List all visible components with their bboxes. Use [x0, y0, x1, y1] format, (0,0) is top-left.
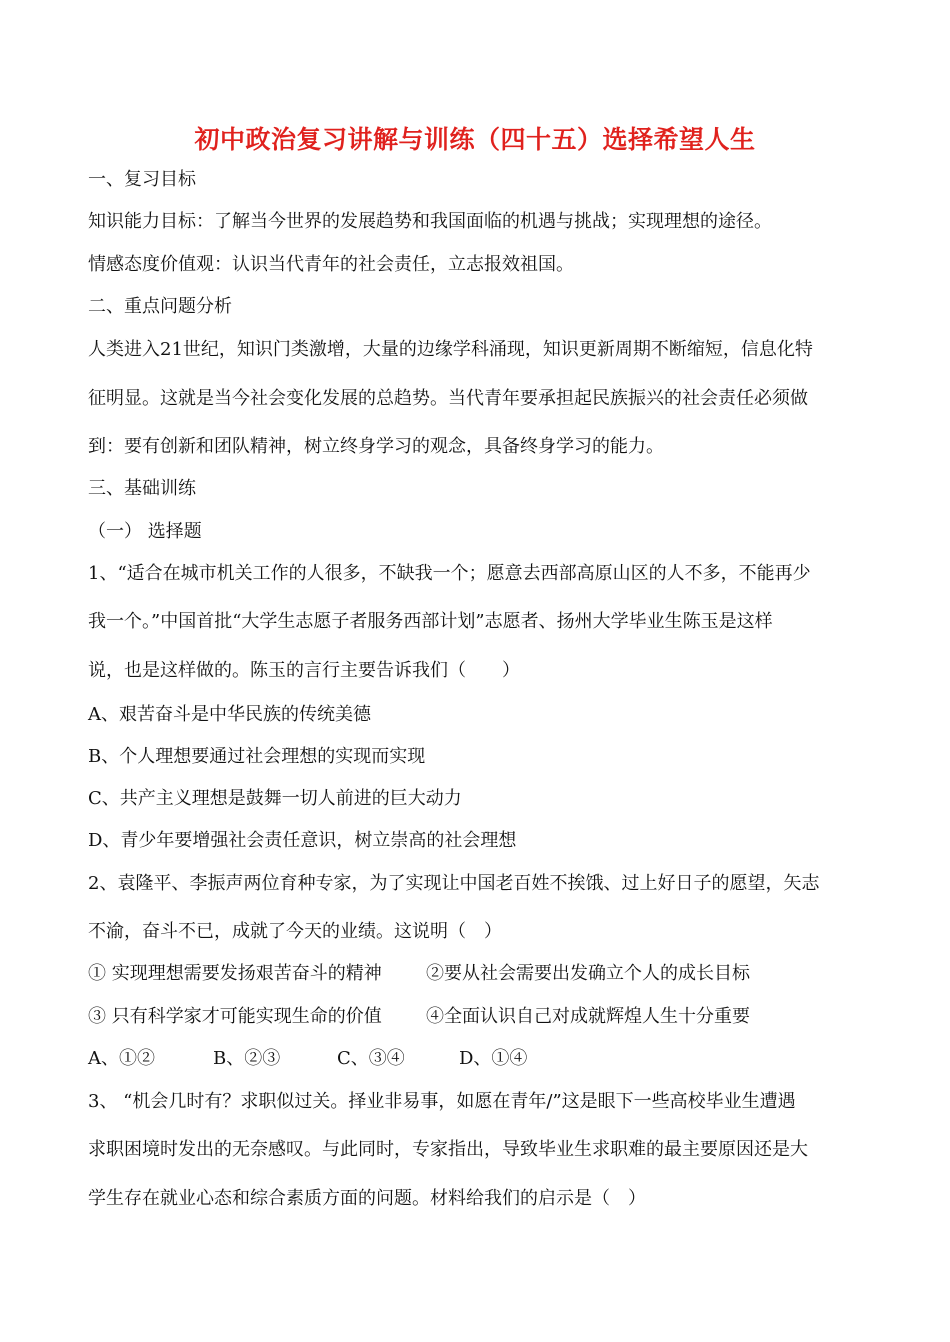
analysis-line: 人类进入21世纪，知识门类激增，大量的边缘学科涌现，知识更新周期不断缩短，信息化特	[88, 339, 813, 360]
question-2-option-c: C、③④	[337, 1048, 405, 1069]
question-2-text: 不渝，奋斗不已，成就了今天的业绩。这说明（ ）	[88, 921, 502, 942]
question-2-statements-row-2	[88, 1006, 868, 1028]
question-3-text: 3、 “机会几时有？求职似过关。择业非易事，如愿在青年/”这是眼下一些高校毕业生遭遇	[88, 1091, 796, 1112]
question-2-option-b: B、②③	[213, 1048, 281, 1069]
question-1-text: 我一个。”中国首批“大学生志愿子者服务西部计划”志愿者、扬州大学毕业生陈玉是这样	[88, 611, 773, 632]
question-2-statements-row-1	[88, 963, 868, 985]
question-2-options-row	[88, 1048, 868, 1070]
document-title: 初中政治复习讲解与训练（四十五）选择希望人生	[194, 125, 756, 154]
question-2-text: 2、袁隆平、李振声两位育种专家，为了实现让中国老百姓不挨饿、过上好日子的愿望，矢志	[88, 873, 820, 894]
question-2-statement-2: ②要从社会需要出发确立个人的成长目标	[426, 963, 750, 984]
question-1-option-b: B、个人理想要通过社会理想的实现而实现	[88, 746, 426, 767]
goal-emotion: 情感态度价值观：认识当代青年的社会责任，立志报效祖国。	[88, 254, 574, 275]
analysis-line: 到：要有创新和团队精神，树立终身学习的观念，具备终身学习的能力。	[88, 436, 664, 457]
analysis-line: 征明显。这就是当今社会变化发展的总趋势。当代青年要承担起民族振兴的社会责任必须做	[88, 388, 808, 409]
question-2-statement-4: ④全面认识自己对成就辉煌人生十分重要	[426, 1006, 750, 1027]
question-2-option-a: A、①②	[88, 1048, 155, 1069]
section-heading-goals: 一、复习目标	[88, 169, 196, 190]
section-heading-training: 三、基础训练	[88, 478, 196, 499]
question-2-option-d: D、①④	[459, 1048, 528, 1069]
question-1-option-c: C、共产主义理想是鼓舞一切人前进的巨大动力	[88, 788, 462, 809]
choice-heading: （一） 选择题	[88, 521, 202, 542]
question-1-text: 说，也是这样做的。陈玉的言行主要告诉我们（ ）	[88, 660, 520, 681]
question-3-text: 求职困境时发出的无奈感叹。与此同时，专家指出，导致毕业生求职难的最主要原因还是大	[88, 1139, 808, 1160]
question-1-text: 1、“适合在城市机关工作的人很多，不缺我一个；愿意去西部高原山区的人不多，不能再少	[88, 563, 811, 584]
question-1-option-a: A、艰苦奋斗是中华民族的传统美德	[88, 704, 371, 725]
question-2-statement-3: ③ 只有科学家才可能实现生命的价值	[88, 1006, 382, 1027]
goal-knowledge: 知识能力目标：了解当今世界的发展趋势和我国面临的机遇与挑战；实现理想的途径。	[88, 211, 772, 232]
section-heading-analysis: 二、重点问题分析	[88, 296, 232, 317]
question-2-statement-1: ① 实现理想需要发扬艰苦奋斗的精神	[88, 963, 382, 984]
question-1-option-d: D、青少年要增强社会责任意识，树立崇高的社会理想	[88, 830, 517, 851]
question-3-text: 学生存在就业心态和综合素质方面的问题。材料给我们的启示是（ ）	[88, 1188, 646, 1209]
